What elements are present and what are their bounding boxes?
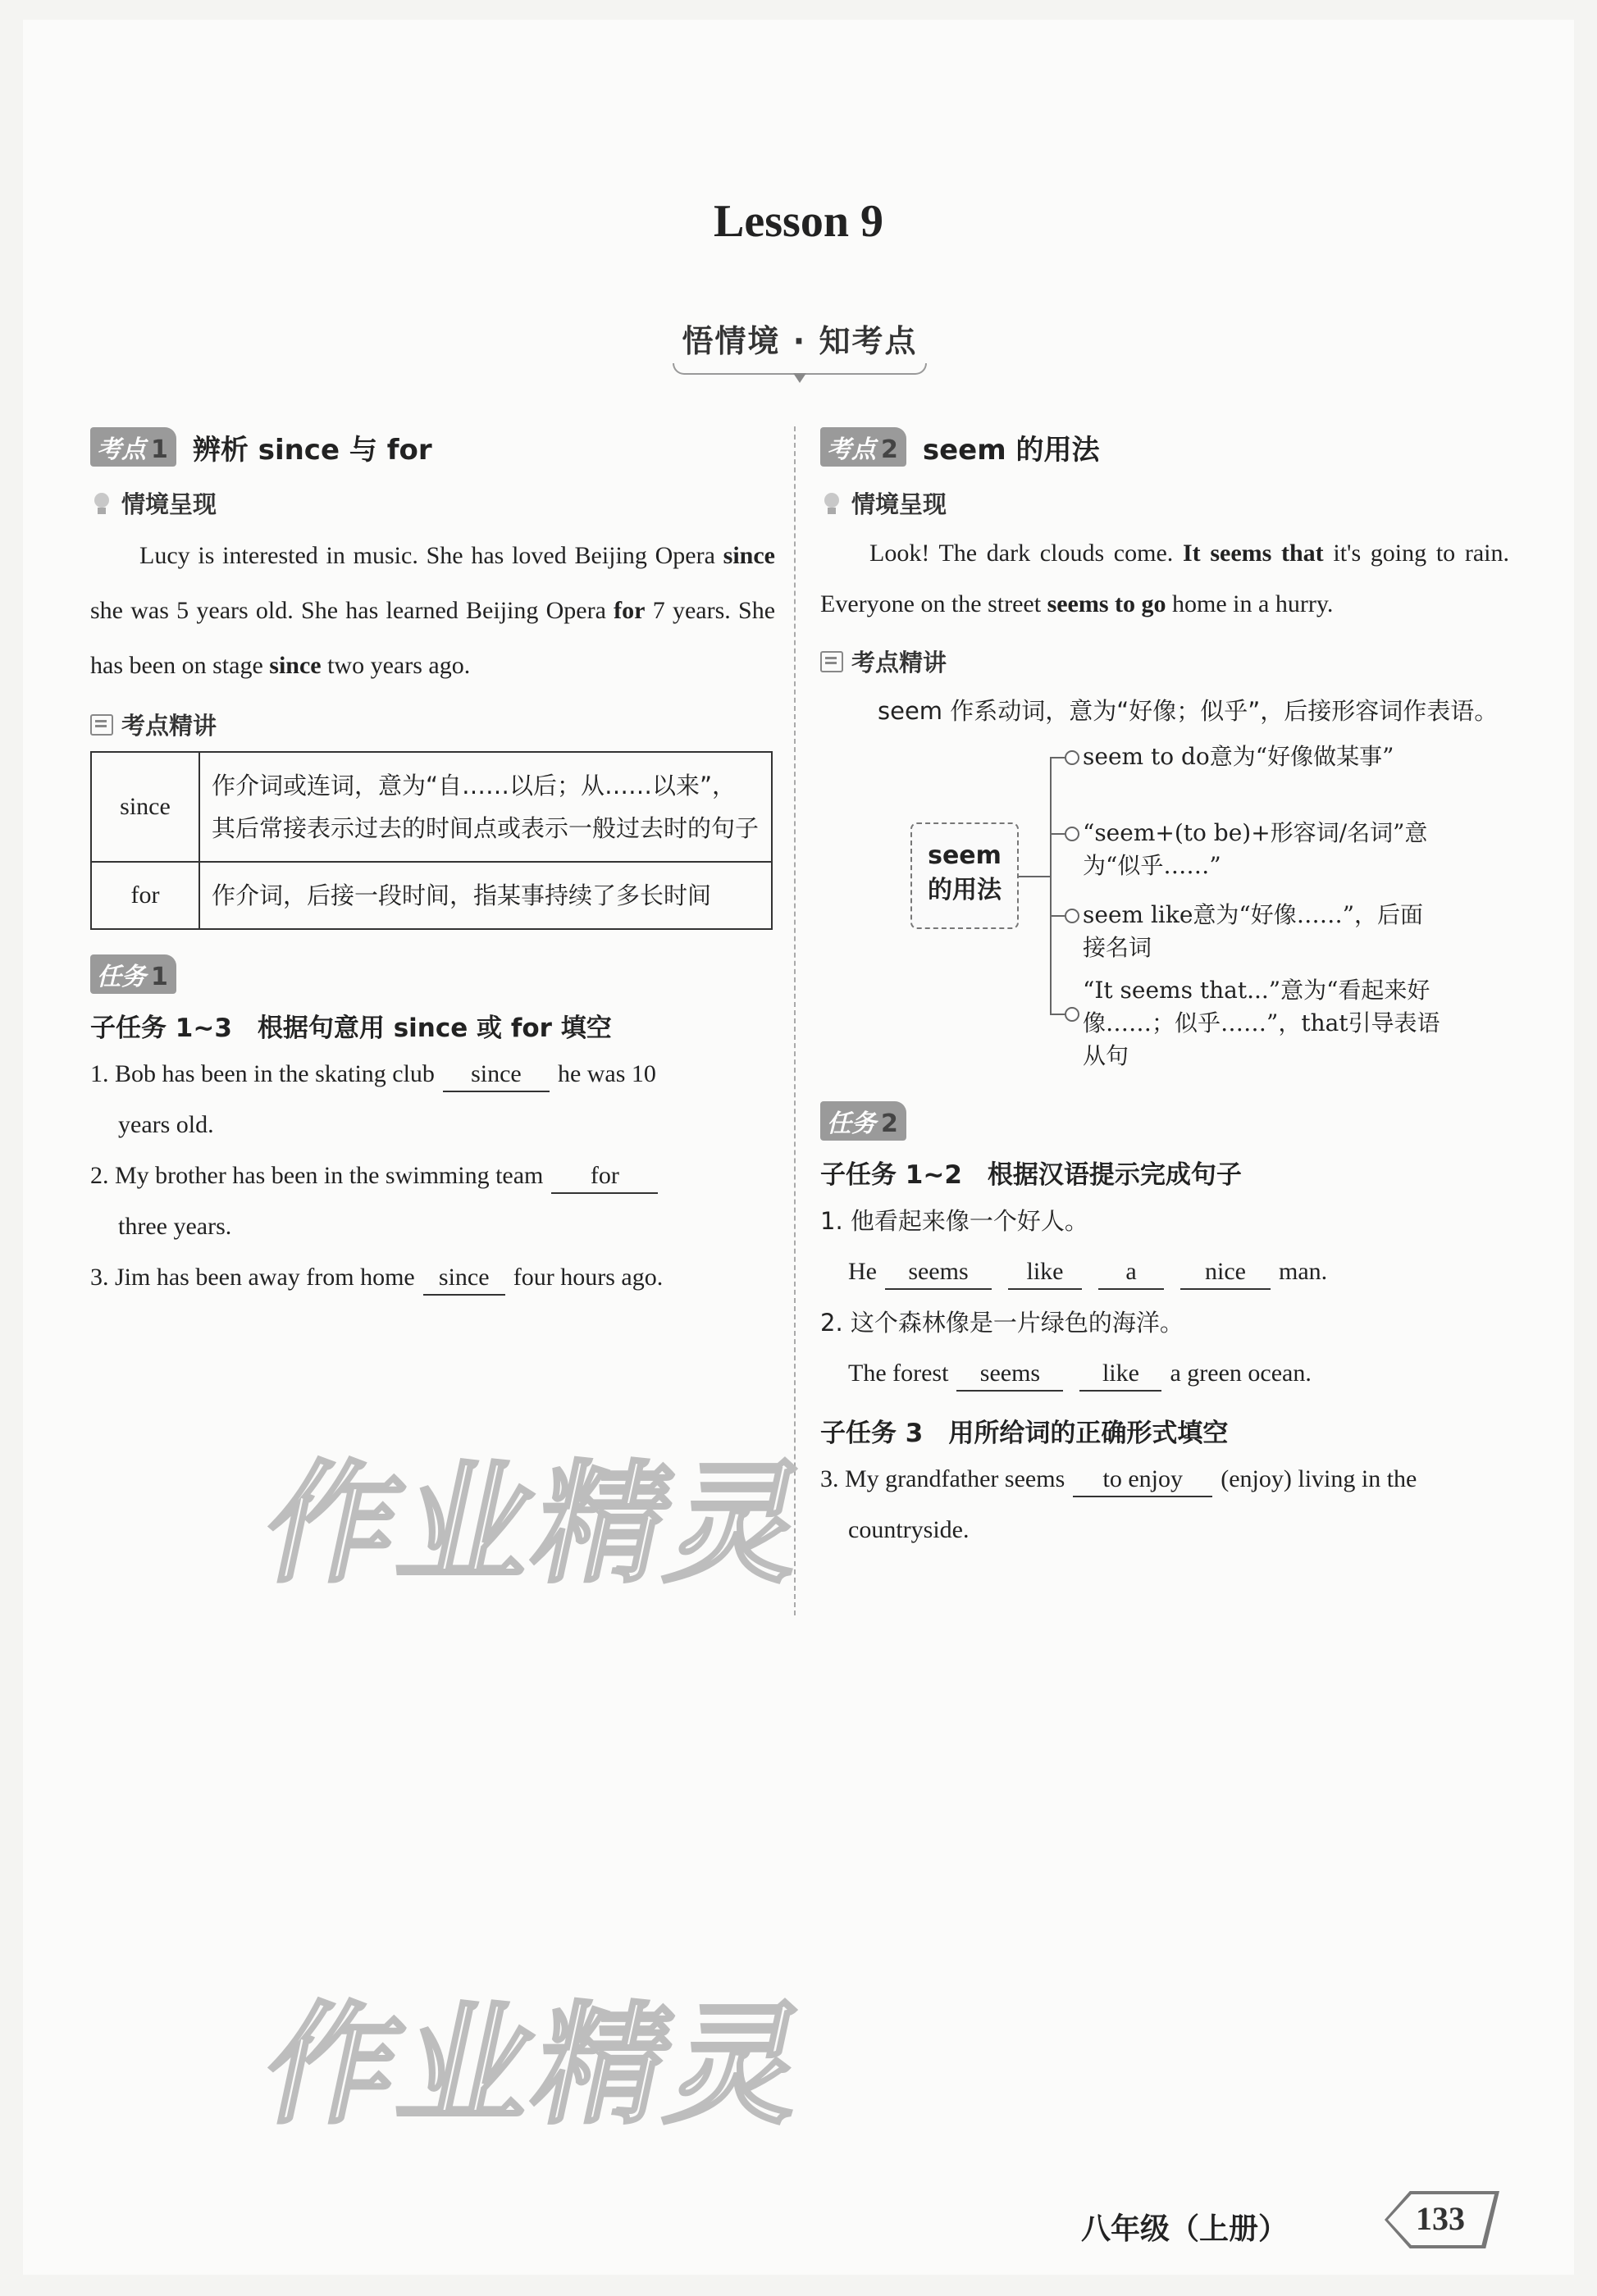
question-3: 3. My grandfather seems to enjoy (enjoy) living in the countryside. [820,1454,1509,1556]
question-2-cn: 2. 这个森林像是一片绿色的海洋。 [820,1309,1184,1337]
table-key: since [91,752,199,862]
notebook-icon [820,651,843,672]
subtask-title: 子任务 3 用所给词的正确形式填空 [820,1419,1229,1448]
scene-header [90,486,775,520]
answer-blank: a [1098,1255,1164,1290]
answer-blank: seems [956,1357,1063,1392]
table-row [91,862,772,929]
kaodian-tag: 考点 2 [820,427,906,467]
task-2-header [820,1101,1509,1141]
lightbulb-icon [820,491,843,516]
mindmap-branch [1050,757,1065,758]
bullet-icon [1065,909,1079,923]
explain-label: 考点精讲 [121,712,217,740]
question-2: 2. My brother has been in the swimming team for three years. [90,1150,775,1252]
grade-label: 八年级（上册） [1081,2212,1289,2246]
page-number-badge [1385,2191,1499,2248]
scene-header [820,486,1509,520]
answer-blank: seems [885,1255,992,1290]
question-1: He seems like a nice man. [820,1246,1509,1297]
explain-header [820,645,1509,678]
table-row [91,752,772,862]
banner-arrow-icon [793,373,806,383]
mindmap-item: “seem+(to be)+形容词/名词”意为“似乎……” [1083,819,1428,879]
answer-blank: since [423,1261,505,1296]
question-1: 1. Bob has been in the skating club since he was 10 years old. [90,1049,775,1150]
lightbulb-icon [90,491,113,516]
mindmap-item: seem to do意为“好像做某事” [1083,743,1394,770]
mindmap-branch [1050,833,1065,835]
explain-header [90,708,775,741]
question-1-cn: 1. 他看起来像一个好人。 [820,1207,1088,1235]
answer-blank: for [551,1159,658,1194]
notebook-icon [90,714,113,736]
mindmap-center: seem 的用法 [910,822,1019,929]
answer-blank: like [1008,1255,1082,1290]
section-banner [664,316,935,390]
watermark-logo: 作业精灵 [252,1447,824,1601]
table-key: for [91,862,199,929]
mindmap-connector [1019,876,1050,877]
left-column [90,422,775,1303]
mindmap-item: “It seems that...”意为“看起来好像……；似乎……”，that引导表语从句 [1083,977,1440,1069]
kaodian-2-header [820,422,1509,472]
scene-passage: Look! The dark clouds come. It seems that it's going to rain. Everyone on the street seems to go home in a hurry. [820,540,1509,617]
scene-label: 情境呈现 [851,490,947,518]
page-number: 133 [1416,2200,1465,2237]
kaodian-1-header [90,422,775,472]
since-for-table [90,751,773,930]
task-1-header [90,954,775,994]
watermark-logo: 作业精灵 [252,1988,824,2142]
answer-blank: to enjoy [1073,1463,1212,1497]
table-desc: 作介词或连词，意为“自……以后；从……以来”，其后常接表示过去的时间点或表示一般过去时的句子 [199,752,772,862]
kaodian-1-title: 辨析 since 与 for [192,433,432,467]
question-3: 3. Jim has been away from home since four hours ago. [90,1252,775,1303]
kaodian-2-title: seem 的用法 [922,433,1100,467]
scene-passage: Lucy is interested in music. She has loved Beijing Opera since she was 5 years old. She has learned Beijing Opera for 7 years. She has been on stage since two years ago. [90,542,776,679]
answer-blank: since [443,1058,550,1092]
question-2: The forest seems like a green ocean. [820,1348,1509,1399]
task-tag: 任务 2 [820,1101,906,1141]
mindmap-branch [1050,915,1065,917]
right-column [820,422,1509,1556]
answer-blank: like [1079,1357,1161,1392]
task-tag: 任务 1 [90,954,176,994]
seem-mindmap [820,740,1509,1101]
kaodian-tag: 考点 1 [90,427,176,467]
table-desc: 作介词，后接一段时间，指某事持续了多长时间 [199,862,772,929]
scene-label: 情境呈现 [121,490,217,518]
section-banner-text: 悟情境 · 知考点 [682,323,918,359]
mindmap-branch [1050,1014,1065,1015]
subtask-title: 子任务 1~3 根据句意用 since 或 for 填空 [90,1014,612,1043]
bullet-icon [1065,1007,1079,1022]
mindmap-spine [1050,757,1052,1015]
mindmap-item: seem like意为“好像……”，后面接名词 [1083,901,1424,961]
lesson-title: Lesson 9 [714,196,883,247]
explain-text: seem 作系动词，意为“好像；似乎”，后接形容词作表语。 [878,697,1499,725]
answer-blank: nice [1180,1255,1271,1290]
bullet-icon [1065,750,1079,765]
subtask-title: 子任务 1~2 根据汉语提示完成句子 [820,1160,1242,1190]
bullet-icon [1065,827,1079,841]
explain-label: 考点精讲 [851,649,947,676]
